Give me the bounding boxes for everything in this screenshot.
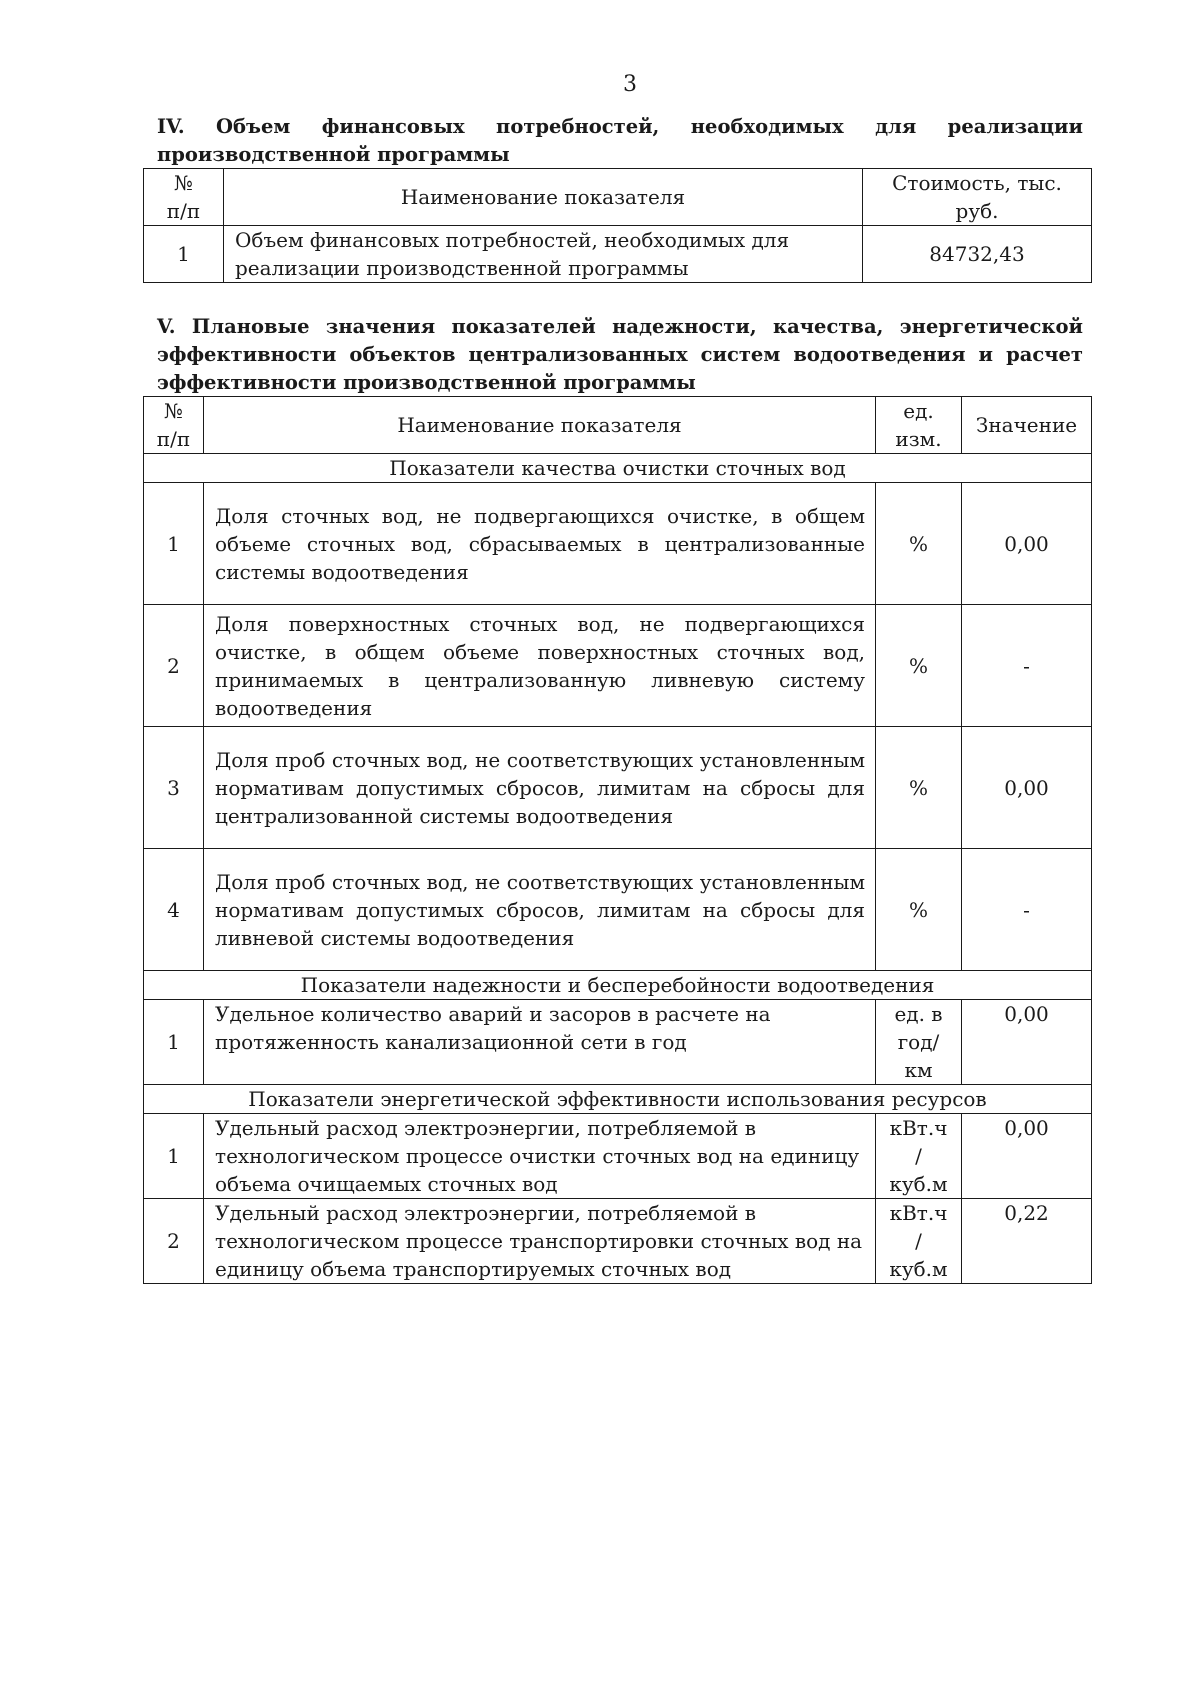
row-unit: кВт.ч / куб.м xyxy=(876,1199,962,1284)
table-header-row xyxy=(144,397,1092,454)
group-title: Показатели энергетической эффективности использования ресурсов xyxy=(144,1085,1092,1114)
group-title: Показатели качества очистки сточных вод xyxy=(144,454,1092,483)
column-header-cost: Стоимость, тыс. руб. xyxy=(863,169,1092,226)
row-unit: % xyxy=(876,727,962,849)
row-value: - xyxy=(962,849,1092,971)
table-row xyxy=(144,605,1092,727)
table-header-row xyxy=(144,169,1092,226)
row-number: 1 xyxy=(144,226,224,283)
row-value: 0,00 xyxy=(962,483,1092,605)
table-row xyxy=(144,226,1092,283)
row-unit: кВт.ч / куб.м xyxy=(876,1114,962,1199)
row-value: 84732,43 xyxy=(863,226,1092,283)
column-header-name: Наименование показателя xyxy=(204,397,876,454)
table-row xyxy=(144,1000,1092,1085)
row-name: Доля поверхностных сточных вод, не подвергающихся очистке, в общем объеме поверхностных сточных вод, принимаемых в централизованную ливневую систему водоотведения xyxy=(204,605,876,727)
group-title-row xyxy=(144,971,1092,1000)
column-header-unit: ед. изм. xyxy=(876,397,962,454)
section-5-heading: V. Плановые значения показателей надежности, качества, энергетической эффективности объектов централизованных систем водоотведения и расчет эффективности производственной программы xyxy=(157,315,1083,394)
section-4-heading: IV. Объем финансовых потребностей, необходимых для реализации производственной программы xyxy=(157,115,1083,166)
row-number: 3 xyxy=(144,727,204,849)
row-name: Объем финансовых потребностей, необходимых для реализации производственной программы xyxy=(224,226,863,283)
row-number: 1 xyxy=(144,1114,204,1199)
row-unit: % xyxy=(876,605,962,727)
row-unit: ед. в год/ км xyxy=(876,1000,962,1085)
row-number: 4 xyxy=(144,849,204,971)
row-value: 0,00 xyxy=(962,1000,1092,1085)
row-name: Доля проб сточных вод, не соответствующих установленным нормативам допустимых сбросов, лимитам на сбросы для ливневой системы водоотведения xyxy=(204,849,876,971)
row-value: - xyxy=(962,605,1092,727)
row-name: Доля проб сточных вод, не соответствующих установленным нормативам допустимых сбросов, лимитам на сбросы для централизованной системы водоотведения xyxy=(204,727,876,849)
table-row xyxy=(144,849,1092,971)
table-row xyxy=(144,727,1092,849)
row-unit: % xyxy=(876,849,962,971)
row-number: 2 xyxy=(144,1199,204,1284)
row-unit: % xyxy=(876,483,962,605)
group-title-row xyxy=(144,454,1092,483)
row-name: Доля сточных вод, не подвергающихся очистке, в общем объеме сточных вод, сбрасываемых в централизованные системы водоотведения xyxy=(204,483,876,605)
table-row xyxy=(144,1199,1092,1284)
column-header-number: № п/п xyxy=(144,397,204,454)
table-row xyxy=(144,483,1092,605)
row-name: Удельное количество аварий и засоров в расчете на протяженность канализационной сети в год xyxy=(204,1000,876,1085)
indicators-table xyxy=(143,396,1092,1284)
row-number: 2 xyxy=(144,605,204,727)
financial-needs-table xyxy=(143,168,1092,283)
column-header-name: Наименование показателя xyxy=(224,169,863,226)
row-number: 1 xyxy=(144,1000,204,1085)
row-value: 0,00 xyxy=(962,1114,1092,1199)
group-title-row xyxy=(144,1085,1092,1114)
row-name: Удельный расход электроэнергии, потребляемой в технологическом процессе очистки сточных вод на единицу объема очищаемых сточных вод xyxy=(204,1114,876,1199)
group-title: Показатели надежности и бесперебойности водоотведения xyxy=(144,971,1092,1000)
column-header-value: Значение xyxy=(962,397,1092,454)
row-number: 1 xyxy=(144,483,204,605)
row-name: Удельный расход электроэнергии, потребляемой в технологическом процессе транспортировки сточных вод на единицу объема транспортируемых сточных вод xyxy=(204,1199,876,1284)
row-value: 0,00 xyxy=(962,727,1092,849)
table-row xyxy=(144,1114,1092,1199)
row-value: 0,22 xyxy=(962,1199,1092,1284)
page-number: 3 xyxy=(623,72,637,97)
column-header-number: № п/п xyxy=(144,169,224,226)
